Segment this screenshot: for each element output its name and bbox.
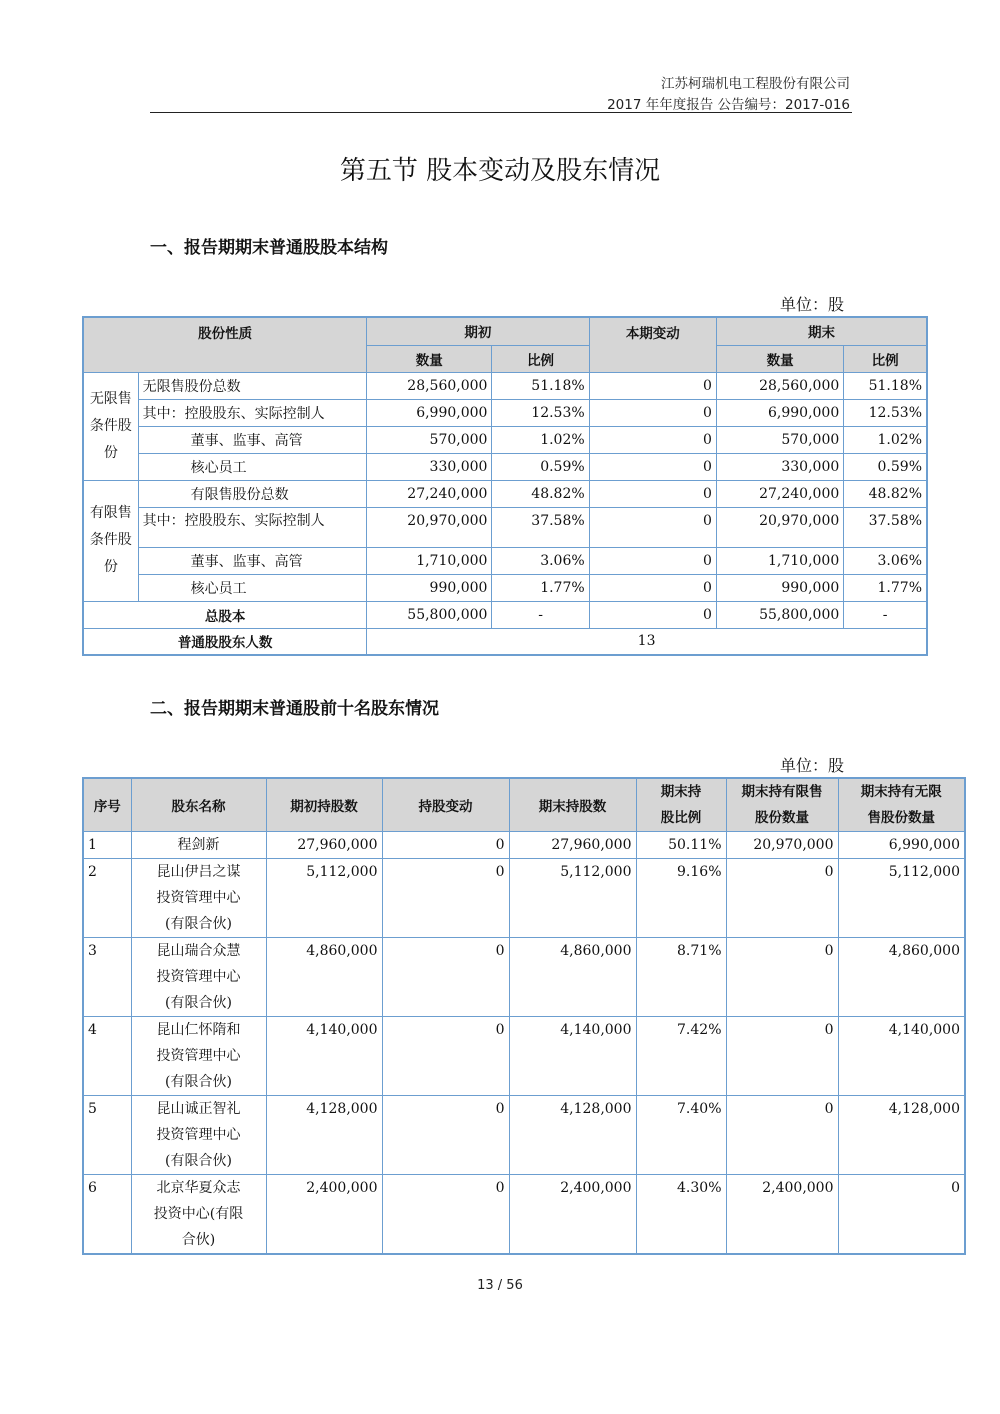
row-no: 6 xyxy=(83,1175,131,1255)
section-1-heading: 一、报告期期末普通股股本结构 xyxy=(150,238,388,258)
begin-ratio: 0.59% xyxy=(492,453,589,480)
holder-name xyxy=(131,1017,266,1096)
header-company: 江苏柯瑞机电工程股份有限公司 xyxy=(661,76,850,92)
holder-name-line: 投资中心(有限 xyxy=(153,1206,244,1222)
end-qty: 6,990,000 xyxy=(716,399,843,426)
section-2-unit: 单位：股 xyxy=(780,756,845,775)
end-qty: 28,560,000 xyxy=(716,372,843,399)
change: 0 xyxy=(589,426,716,453)
change: 0 xyxy=(589,547,716,574)
holder-name-line: 程剑新 xyxy=(177,837,220,853)
col-begin-qty: 数量 xyxy=(367,345,492,372)
col-restricted xyxy=(726,778,838,832)
col-unrestricted-line1: 期末持有无限 xyxy=(860,784,942,800)
row-no: 5 xyxy=(83,1096,131,1175)
col-no: 序号 xyxy=(83,778,131,832)
row-name: 无限售股份总数 xyxy=(138,372,367,399)
begin-shares: 5,112,000 xyxy=(266,859,382,938)
row-name: 其中：控股股东、实际控制人 xyxy=(138,507,367,547)
begin-ratio: - xyxy=(492,601,589,628)
col-end-ratio xyxy=(636,778,726,832)
section-2-heading: 二、报告期期末普通股前十名股东情况 xyxy=(150,699,439,719)
page-title: 第五节 股本变动及股东情况 xyxy=(339,156,661,186)
holder-name-line: (有限合伙) xyxy=(165,1074,232,1090)
begin-ratio: 51.18% xyxy=(492,372,589,399)
table-row xyxy=(83,480,927,507)
row-no: 2 xyxy=(83,859,131,938)
unrestricted-shares: 4,860,000 xyxy=(838,938,965,1017)
table-row xyxy=(83,372,927,399)
end-shares: 4,128,000 xyxy=(509,1096,636,1175)
table-row xyxy=(83,574,927,601)
holder-name-line: 昆山瑞合众慧 xyxy=(156,943,241,959)
change: 0 xyxy=(589,601,716,628)
holder-name-line: (有限合伙) xyxy=(165,995,232,1011)
begin-ratio: 1.02% xyxy=(492,426,589,453)
unrestricted-shares: 4,140,000 xyxy=(838,1017,965,1096)
end-ratio: 48.82% xyxy=(844,480,927,507)
change: 0 xyxy=(589,453,716,480)
unrestricted-shares: 4,128,000 xyxy=(838,1096,965,1175)
col-share-change: 持股变动 xyxy=(382,778,509,832)
col-restricted-line2: 股份数量 xyxy=(755,810,809,826)
share-change: 0 xyxy=(382,1017,509,1096)
end-ratio: 12.53% xyxy=(844,399,927,426)
begin-shares: 4,128,000 xyxy=(266,1096,382,1175)
col-change: 本期变动 xyxy=(589,317,716,372)
begin-qty: 570,000 xyxy=(367,426,492,453)
top-shareholders-body xyxy=(83,832,965,1255)
holder-name-line: 昆山伊吕之谋 xyxy=(156,864,241,880)
holder-name-line: 合伙) xyxy=(181,1232,216,1248)
end-qty: 20,970,000 xyxy=(716,507,843,547)
total-row xyxy=(83,601,927,628)
row-name: 其中：控股股东、实际控制人 xyxy=(138,399,367,426)
row-no: 1 xyxy=(83,832,131,859)
row-no: 3 xyxy=(83,938,131,1017)
header-divider xyxy=(150,112,852,113)
unrestricted-shares: 6,990,000 xyxy=(838,832,965,859)
section-1-unit: 单位：股 xyxy=(780,295,845,314)
holders-value: 13 xyxy=(367,628,927,655)
group-label-restricted: 有限售条件股份 xyxy=(83,480,138,601)
holder-name-line: 投资管理中心 xyxy=(156,969,241,985)
end-ratio: 1.02% xyxy=(844,426,927,453)
holder-name xyxy=(131,832,266,859)
unrestricted-shares: 5,112,000 xyxy=(838,859,965,938)
col-end-ratio: 比例 xyxy=(844,345,927,372)
holder-name-line: 北京华夏众志 xyxy=(156,1180,241,1196)
end-ratio: 1.77% xyxy=(844,574,927,601)
end-qty: 570,000 xyxy=(716,426,843,453)
begin-ratio: 48.82% xyxy=(492,480,589,507)
begin-qty: 990,000 xyxy=(367,574,492,601)
begin-shares: 4,140,000 xyxy=(266,1017,382,1096)
col-end-ratio-line1: 期末持 xyxy=(660,784,702,800)
top-shareholders-table xyxy=(82,777,966,1255)
group-label-unrestricted: 无限售条件股份 xyxy=(83,372,138,480)
table-row xyxy=(83,938,965,1017)
holder-name-line: 投资管理中心 xyxy=(156,890,241,906)
begin-qty: 1,710,000 xyxy=(367,547,492,574)
col-holder-name: 股东名称 xyxy=(131,778,266,832)
begin-shares: 27,960,000 xyxy=(266,832,382,859)
table-row xyxy=(83,507,927,547)
restricted-shares: 0 xyxy=(726,1017,838,1096)
end-ratio: 4.30% xyxy=(636,1175,726,1255)
change: 0 xyxy=(589,399,716,426)
end-shares: 4,860,000 xyxy=(509,938,636,1017)
end-ratio: 7.42% xyxy=(636,1017,726,1096)
restricted-shares: 20,970,000 xyxy=(726,832,838,859)
table-row xyxy=(83,399,927,426)
begin-qty: 55,800,000 xyxy=(367,601,492,628)
restricted-shares: 0 xyxy=(726,1096,838,1175)
end-qty: 990,000 xyxy=(716,574,843,601)
header-report-line: 2017 年年度报告 公告编号：2017-016 xyxy=(607,97,850,113)
row-no: 4 xyxy=(83,1017,131,1096)
table-row xyxy=(83,832,965,859)
page-number: 13 / 56 xyxy=(477,1278,523,1293)
holder-name-line: 昆山诚正智礼 xyxy=(156,1101,241,1117)
table-row xyxy=(83,547,927,574)
col-end: 期末 xyxy=(716,317,927,345)
table-row xyxy=(83,859,965,938)
begin-ratio: 12.53% xyxy=(492,399,589,426)
share-change: 0 xyxy=(382,1096,509,1175)
col-begin-shares: 期初持股数 xyxy=(266,778,382,832)
begin-qty: 6,990,000 xyxy=(367,399,492,426)
begin-qty: 28,560,000 xyxy=(367,372,492,399)
end-qty: 55,800,000 xyxy=(716,601,843,628)
restricted-shares: 0 xyxy=(726,859,838,938)
table-row xyxy=(83,1175,965,1255)
col-end-shares: 期末持股数 xyxy=(509,778,636,832)
row-name: 核心员工 xyxy=(138,574,367,601)
share-change: 0 xyxy=(382,832,509,859)
holder-name-line: (有限合伙) xyxy=(165,1153,232,1169)
table-row xyxy=(83,453,927,480)
col-begin-ratio: 比例 xyxy=(492,345,589,372)
begin-shares: 4,860,000 xyxy=(266,938,382,1017)
end-ratio: 8.71% xyxy=(636,938,726,1017)
holder-name-line: 投资管理中心 xyxy=(156,1127,241,1143)
holders-label: 普通股股东人数 xyxy=(83,628,367,655)
change: 0 xyxy=(589,480,716,507)
row-name: 董事、监事、高管 xyxy=(138,547,367,574)
restricted-shares: 2,400,000 xyxy=(726,1175,838,1255)
holder-name xyxy=(131,1096,266,1175)
col-end-ratio-line2: 股比例 xyxy=(660,810,702,826)
table-row xyxy=(83,426,927,453)
end-shares: 2,400,000 xyxy=(509,1175,636,1255)
begin-qty: 20,970,000 xyxy=(367,507,492,547)
table-row xyxy=(83,1096,965,1175)
share-change: 0 xyxy=(382,938,509,1017)
total-label: 总股本 xyxy=(83,601,367,628)
col-restricted-line1: 期末持有限售 xyxy=(741,784,823,800)
table-row xyxy=(83,1017,965,1096)
holder-name xyxy=(131,1175,266,1255)
share-structure-table xyxy=(82,316,928,656)
change: 0 xyxy=(589,574,716,601)
holder-name xyxy=(131,938,266,1017)
end-ratio: 9.16% xyxy=(636,859,726,938)
change: 0 xyxy=(589,507,716,547)
share-change: 0 xyxy=(382,859,509,938)
end-qty: 27,240,000 xyxy=(716,480,843,507)
begin-qty: 27,240,000 xyxy=(367,480,492,507)
end-qty: 330,000 xyxy=(716,453,843,480)
restricted-shares: 0 xyxy=(726,938,838,1017)
holders-row xyxy=(83,628,927,655)
end-ratio: - xyxy=(844,601,927,628)
col-end-qty: 数量 xyxy=(716,345,843,372)
unrestricted-shares: 0 xyxy=(838,1175,965,1255)
row-name: 董事、监事、高管 xyxy=(138,426,367,453)
holder-name xyxy=(131,859,266,938)
end-shares: 27,960,000 xyxy=(509,832,636,859)
holder-name-line: 投资管理中心 xyxy=(156,1048,241,1064)
col-begin: 期初 xyxy=(367,317,590,345)
change: 0 xyxy=(589,372,716,399)
end-ratio: 7.40% xyxy=(636,1096,726,1175)
holder-name-line: (有限合伙) xyxy=(165,916,232,932)
share-change: 0 xyxy=(382,1175,509,1255)
row-name: 有限售股份总数 xyxy=(138,480,367,507)
begin-ratio: 1.77% xyxy=(492,574,589,601)
col-unrestricted-line2: 售股份数量 xyxy=(867,810,935,826)
end-ratio: 3.06% xyxy=(844,547,927,574)
end-shares: 5,112,000 xyxy=(509,859,636,938)
col-unrestricted xyxy=(838,778,965,832)
begin-shares: 2,400,000 xyxy=(266,1175,382,1255)
end-ratio: 51.18% xyxy=(844,372,927,399)
begin-ratio: 37.58% xyxy=(492,507,589,547)
end-qty: 1,710,000 xyxy=(716,547,843,574)
col-share-nature: 股份性质 xyxy=(83,317,367,372)
begin-ratio: 3.06% xyxy=(492,547,589,574)
end-ratio: 50.11% xyxy=(636,832,726,859)
row-name: 核心员工 xyxy=(138,453,367,480)
holder-name-line: 昆山仁怀隋和 xyxy=(156,1022,241,1038)
begin-qty: 330,000 xyxy=(367,453,492,480)
end-ratio: 37.58% xyxy=(844,507,927,547)
end-shares: 4,140,000 xyxy=(509,1017,636,1096)
end-ratio: 0.59% xyxy=(844,453,927,480)
